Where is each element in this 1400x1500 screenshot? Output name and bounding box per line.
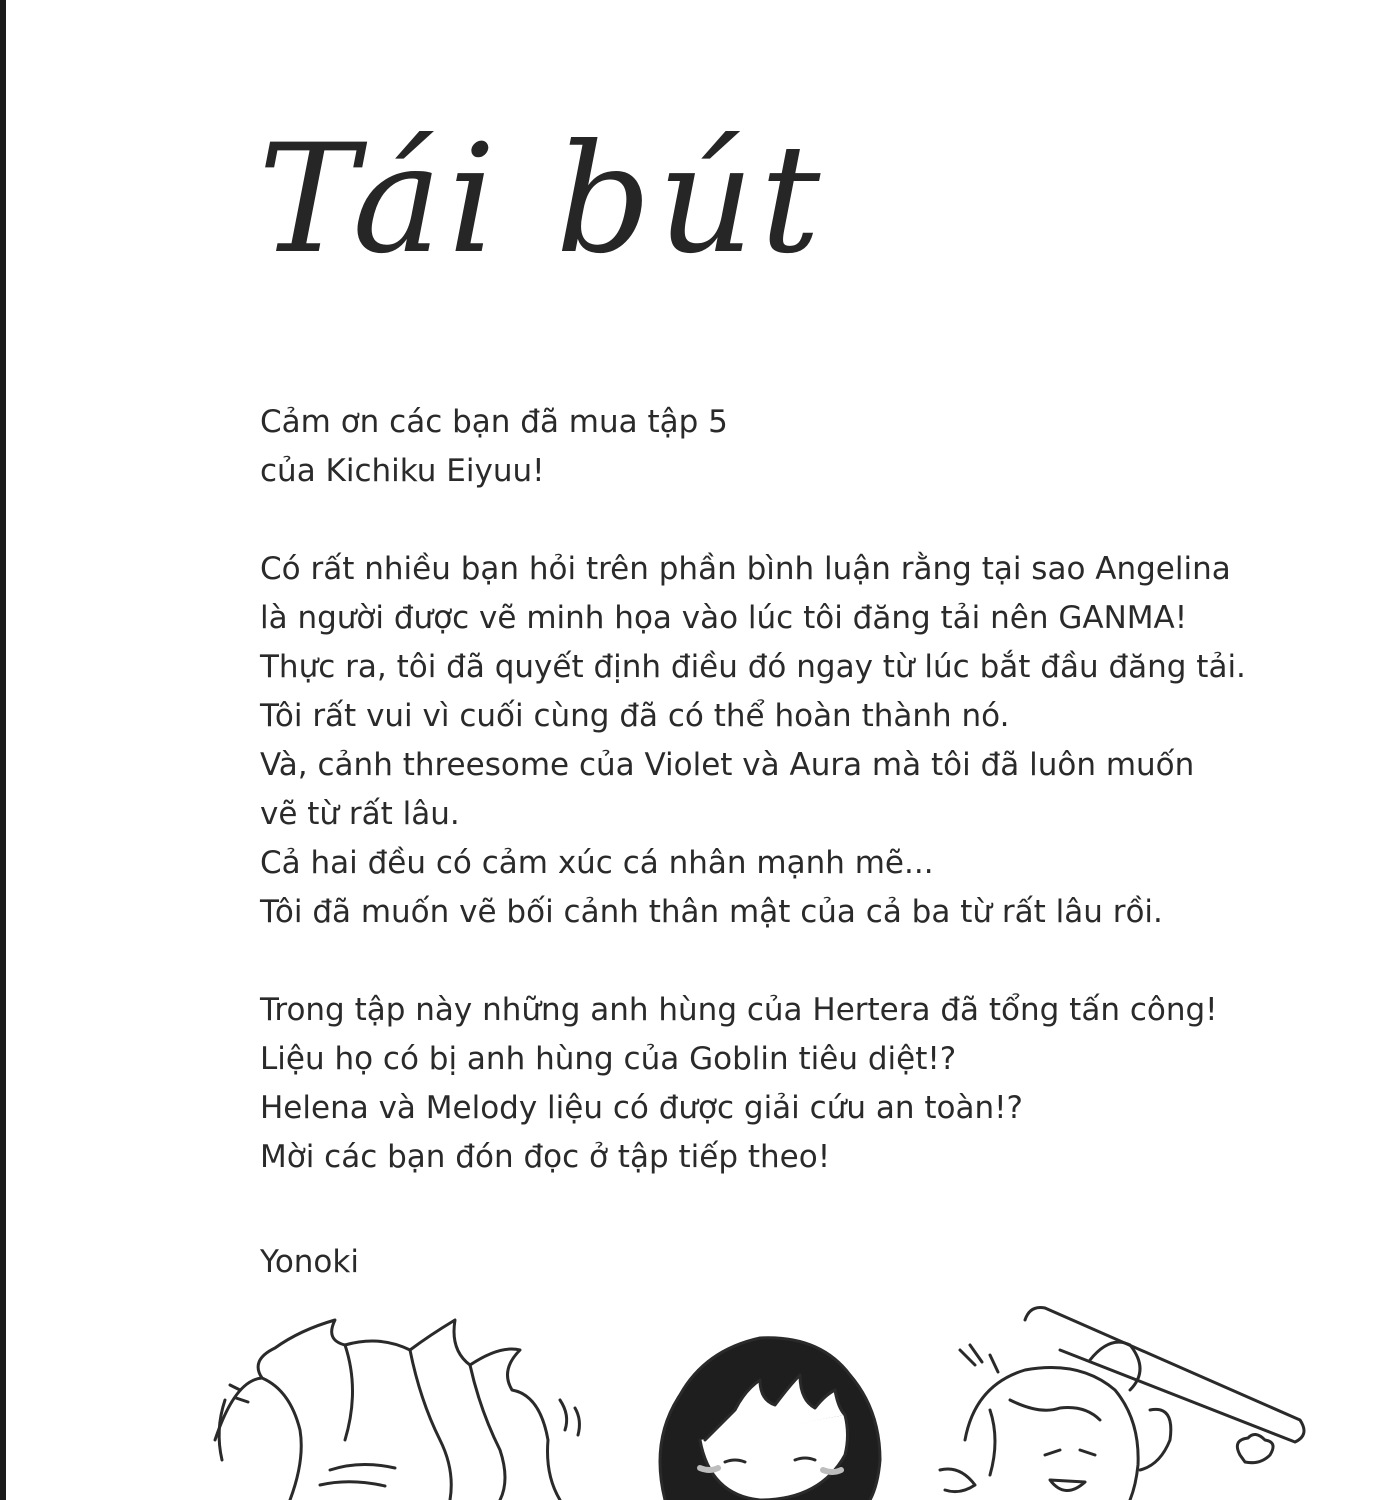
text-line: Helena và Melody liệu có được giải cứu an toàn!? (260, 1090, 1023, 1126)
signature: Yonoki (260, 1244, 359, 1280)
text-line: của Kichiku Eiyuu! (260, 453, 545, 489)
text-line: Liệu họ có bị anh hùng của Goblin tiêu diệt!? (260, 1041, 957, 1077)
page-edge (0, 0, 6, 1500)
paragraph-gap (260, 496, 1340, 545)
text-line: Trong tập này những anh hùng của Hertera đã tổng tấn công! (260, 992, 1218, 1028)
paragraph-2 (260, 545, 1340, 937)
dark-haired-boy-drawing (660, 1338, 880, 1500)
afterword-body (260, 398, 1340, 1182)
text-line: Cả hai đều có cảm xúc cá nhân mạnh mẽ... (260, 845, 934, 881)
blonde-girl-drawing (215, 1320, 579, 1500)
text-line: Tôi đã muốn vẽ bối cảnh thân mật của cả ba từ rất lâu rồi. (260, 894, 1163, 930)
text-line: Cảm ơn các bạn đã mua tập 5 (260, 404, 728, 440)
text-line: Mời các bạn đón đọc ở tập tiếp theo! (260, 1139, 831, 1175)
paragraph-3 (260, 986, 1340, 1182)
paragraph-gap (260, 937, 1340, 986)
text-line: Có rất nhiều bạn hỏi trên phần bình luận rằng tại sao Angelina (260, 551, 1231, 587)
chibi-characters-illustration (0, 1290, 1400, 1500)
text-line: vẽ từ rất lâu. (260, 796, 460, 832)
text-line: là người được vẽ minh họa vào lúc tôi đăng tải nên GANMA! (260, 600, 1188, 636)
angry-girl-with-bat-drawing (940, 1308, 1304, 1500)
paragraph-1 (260, 398, 1340, 496)
text-line: Tôi rất vui vì cuối cùng đã có thể hoàn thành nó. (260, 698, 1010, 734)
text-line: Và, cảnh threesome của Violet và Aura mà tôi đã luôn muốn (260, 747, 1195, 783)
page-title: Tái bút (258, 113, 827, 287)
text-line: Thực ra, tôi đã quyết định điều đó ngay từ lúc bắt đầu đăng tải. (260, 649, 1246, 685)
